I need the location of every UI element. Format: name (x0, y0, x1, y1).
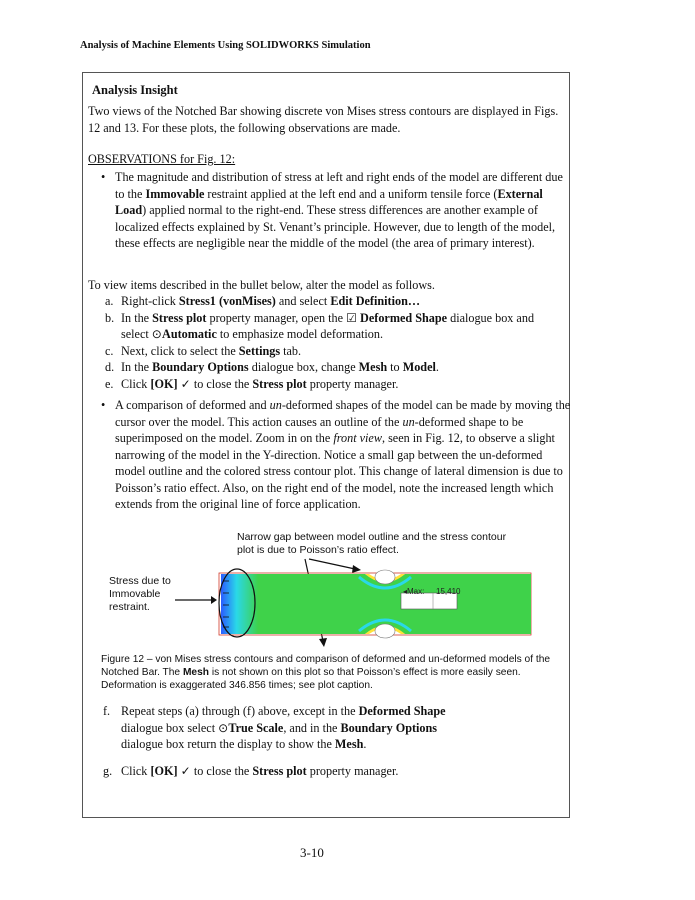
text-run: to (387, 360, 403, 374)
step-letter: b. (105, 310, 115, 325)
to-view-instruction: To view items described in the bullet below, alter the model as follows. (88, 278, 435, 292)
text-run: . (363, 737, 367, 751)
radio-icon: ⊙ (218, 720, 229, 735)
text-run: and select (275, 294, 331, 308)
bold-run: Settings (238, 343, 281, 358)
text-run: Repeat steps (a) through (f) above, except in the (121, 704, 359, 718)
text-run: -deformed shape to be superimposed on the model. Zoom in on the (115, 414, 524, 445)
italic-run: front view (333, 431, 382, 445)
text-run: In the (121, 310, 153, 325)
bold-run: Edit Definition… (330, 294, 421, 308)
bold-run: Boundary Options (340, 720, 438, 735)
analysis-insight-box (82, 72, 570, 818)
bold-run: Stress1 (vonMises) (178, 294, 276, 308)
text-run: tab. (280, 343, 302, 358)
text-run: Next, click to select the (121, 343, 239, 358)
text-run: Right-click (121, 294, 179, 308)
max-label-value: 15,410 (436, 587, 461, 596)
bold-run: [OK] (150, 376, 178, 391)
page-number: 3-10 (300, 845, 324, 860)
bullet-dot: • (101, 170, 106, 184)
text-run: ✓ to close the (177, 764, 253, 778)
running-header: Analysis of Machine Elements Using SOLIDWORKS Simulation (80, 40, 371, 51)
step-letter: a. (105, 294, 114, 308)
bold-run: Stress plot (152, 310, 207, 325)
callout-line: Immovable (109, 588, 161, 600)
step-letter: c. (105, 343, 114, 358)
radio-icon: ⊙ (151, 327, 163, 341)
step-letter: e. (105, 376, 114, 391)
bold-run: Mesh (182, 667, 209, 678)
bold-run: Mesh (358, 360, 388, 374)
stress-contour-plot (215, 565, 533, 639)
bold-run: Stress plot (252, 376, 307, 391)
text-run: property manager, open the (206, 310, 347, 325)
text-run: Figure 12 – von Mises stress contours and comparison of deformed and un-deformed models of the Notched Bar. The (101, 654, 551, 678)
bold-run: True Scale (228, 720, 284, 735)
italic-run: un (402, 414, 415, 429)
text-run: , seen in Fig. 12, to observe a slight narrowing of the model in the Y-direction. Notice a small gap between the un-deformed model outline and the colored stress contour plot. This change of lateral dimension is due to Poisson’s ratio effect. Also, on the right end of the model, note the increased length which extends from the original line of force application. (115, 431, 563, 511)
text-run: . (435, 360, 439, 374)
step-f (103, 703, 559, 753)
insight-title: Analysis Insight (92, 83, 178, 97)
text-run: , and in the (283, 720, 341, 735)
text-run: -deformed shapes of the model can be made by moving the cursor over the model. This action causes an outline of the (115, 398, 571, 429)
bold-run: Deformed Shape (357, 310, 448, 325)
text-run: ) applied normal to the right-end. These stress differences are another example of localized effects explained by St. Venant’s principle. However, due to length of the model, these effects are negligible near the middle of the model (the area of primary interest). (115, 203, 556, 250)
notch-top (375, 570, 395, 584)
bold-run: Automatic (162, 327, 217, 341)
text-run: dialogue box and select (121, 310, 535, 341)
step-letter: g. (103, 764, 113, 778)
italic-run: un (269, 398, 282, 412)
bold-run: Model (402, 360, 436, 374)
bullet-dot: • (101, 398, 106, 412)
text-run: property manager. (306, 376, 399, 391)
bold-run: [OK] (150, 764, 178, 778)
text-run: dialogue box select (121, 720, 219, 735)
figure-caption (101, 653, 571, 692)
notch-bottom (375, 624, 395, 638)
text-run: Click (121, 764, 151, 778)
step-letter: d. (105, 360, 115, 374)
text-run: restraint applied at the left end and a uniform tensile force ( (204, 186, 498, 201)
callout-line: restraint. (109, 601, 150, 613)
stress-contour-body (221, 574, 531, 634)
text-run: to emphasize model deformation. (216, 327, 384, 341)
text-run: dialogue box return the display to show the (121, 737, 335, 751)
text-run: is not shown on this plot so that Poisson’s effect is more easily seen. Deformation is exaggerated 346.856 times; see plot caption. (101, 667, 521, 691)
poisson-callout: Narrow gap between model outline and the stress contour plot is due to Poisson’s ratio effect. (237, 531, 507, 556)
text-run: A comparison of deformed and (115, 398, 270, 412)
arrow-marker-icon: ◂ (403, 587, 408, 596)
text-run: dialogue box, change (248, 360, 359, 374)
text-run: The magnitude and distribution of stress at left and right ends of the model are different due to the (115, 170, 563, 201)
bold-run: External Load (115, 186, 543, 217)
text-run: Click (121, 376, 151, 391)
text-run: property manager. (306, 764, 399, 778)
callout-line: Stress due to (109, 575, 171, 587)
bold-run: Immovable (145, 186, 205, 201)
max-label-prefix (403, 587, 424, 596)
max-label-text: Max: (407, 587, 425, 596)
bold-run: Stress plot (252, 764, 307, 778)
text-run: ✓ to close the (177, 376, 253, 391)
step-letter: f. (103, 704, 111, 718)
bold-run: Boundary Options (152, 360, 249, 374)
bold-run: Mesh (334, 737, 364, 751)
text-run: In the (121, 360, 153, 374)
observations-heading: OBSERVATIONS for Fig. 12: (88, 152, 236, 166)
intro-paragraph: Two views of the Notched Bar showing discrete von Mises stress contours are displayed in Figs. 12 and 13. For these plots, the following observations are made. (88, 104, 559, 135)
bold-run: Deformed Shape (358, 704, 446, 718)
gap-arrowhead-bottom (319, 638, 327, 647)
checkbox-icon: ☑ (346, 310, 357, 325)
